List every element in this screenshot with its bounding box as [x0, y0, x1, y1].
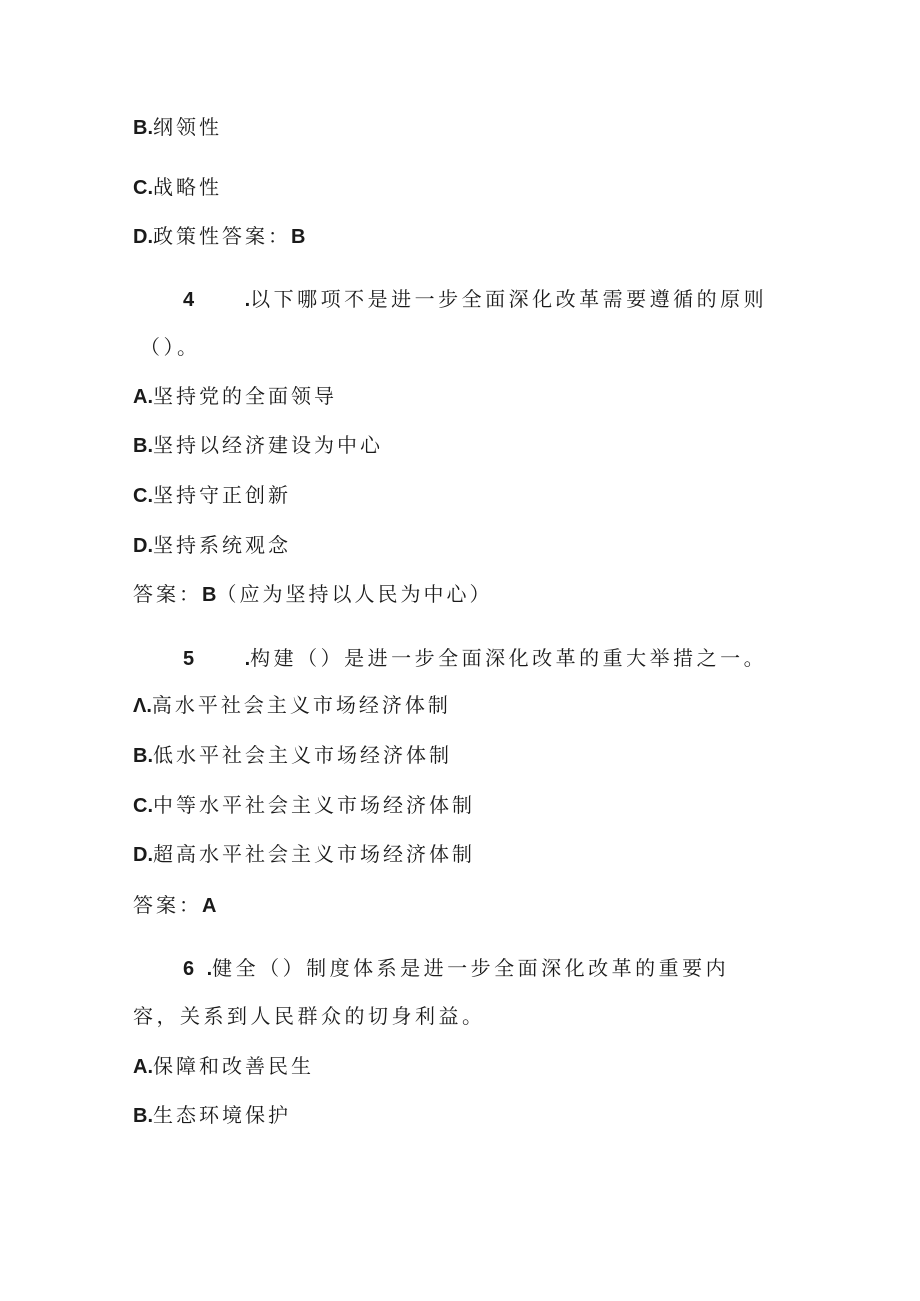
- option-text: 政策性答案：: [153, 224, 291, 248]
- option-text: 生态环境保护: [153, 1103, 291, 1127]
- option-text: 中等水平社会主义市场经济体制: [153, 793, 475, 817]
- q4-option-c: [133, 482, 291, 509]
- option-letter: C.: [133, 485, 153, 507]
- q4-answer: [133, 581, 492, 608]
- question-number-separator: .: [244, 648, 251, 670]
- answer-letter: A: [202, 895, 217, 917]
- option-letter: B.: [133, 435, 153, 457]
- q5-stem-line1: [183, 645, 767, 672]
- q6-option-a: [133, 1053, 314, 1080]
- q4-option-b: [133, 432, 383, 459]
- q5-answer: [133, 892, 216, 919]
- answer-letter: B: [291, 226, 306, 248]
- option-text: 低水平社会主义市场经济体制: [153, 743, 452, 767]
- q4-stem-line1: [183, 286, 767, 313]
- question-stem-continued: 容，关系到人民群众的切身利益。: [133, 1004, 486, 1028]
- question-number-separator: .: [244, 289, 251, 311]
- option-letter: Λ.: [133, 695, 152, 717]
- question-stem-continued: （）。: [140, 335, 201, 359]
- option-letter: D.: [133, 844, 153, 866]
- option-letter: C.: [133, 177, 153, 199]
- question-number-separator: .: [206, 958, 213, 980]
- q4-option-a: [133, 383, 337, 410]
- question-number: 6: [183, 958, 195, 980]
- option-text: 坚持党的全面领导: [153, 384, 337, 408]
- q3-option-d-with-answer: [133, 223, 305, 250]
- option-text: 纲领性: [153, 115, 222, 139]
- q3-option-b: [133, 114, 222, 141]
- q6-stem-line2: [133, 1003, 486, 1029]
- option-letter: A.: [133, 1056, 153, 1078]
- question-stem: 健全（）制度体系是进一步全面深化改革的重要内: [212, 956, 730, 980]
- option-text: 超高水平社会主义市场经济体制: [153, 842, 475, 866]
- question-stem: 构建（）是进一步全面深化改革的重大举措之一。: [250, 646, 768, 670]
- q3-option-c: [133, 174, 222, 201]
- q4-stem-line2: [140, 334, 201, 360]
- answer-label: 答案：: [133, 893, 202, 917]
- question-number: 5: [183, 648, 195, 670]
- q4-option-d: [133, 532, 291, 559]
- answer-note: （应为坚持以人民为中心）: [216, 582, 493, 606]
- answer-label: 答案：: [133, 582, 202, 606]
- q5-option-d: [133, 841, 475, 868]
- answer-letter: B: [202, 584, 217, 606]
- option-text: 战略性: [153, 175, 222, 199]
- option-letter: D.: [133, 535, 153, 557]
- option-letter: B.: [133, 1105, 153, 1127]
- option-letter: A.: [133, 386, 153, 408]
- q6-option-b: [133, 1102, 291, 1129]
- option-letter: C.: [133, 795, 153, 817]
- question-stem: 以下哪项不是进一步全面深化改革需要遵循的原则: [250, 287, 768, 311]
- option-text: 高水平社会主义市场经济体制: [151, 693, 451, 717]
- question-number: 4: [183, 289, 195, 311]
- q6-stem-line1: [183, 955, 729, 982]
- option-letter: B.: [133, 117, 153, 139]
- q5-option-c: [133, 792, 475, 819]
- q5-option-a: [133, 692, 451, 719]
- option-text: 坚持以经济建设为中心: [153, 433, 383, 457]
- option-letter: B.: [133, 745, 153, 767]
- q5-option-b: [133, 742, 452, 769]
- option-text: 坚持守正创新: [153, 483, 291, 507]
- option-text: 保障和改善民生: [153, 1054, 314, 1078]
- option-letter: D.: [133, 226, 153, 248]
- option-text: 坚持系统观念: [153, 533, 291, 557]
